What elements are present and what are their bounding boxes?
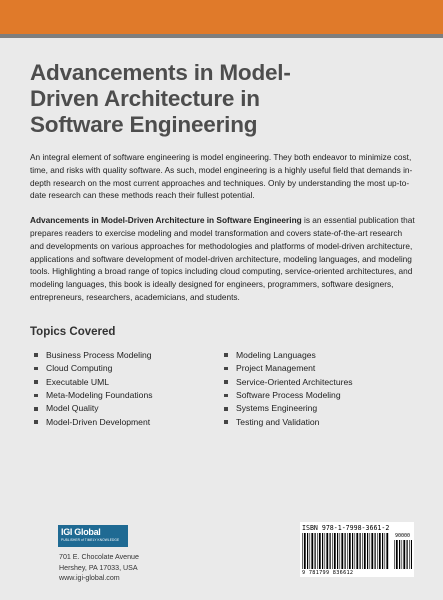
bullet-icon bbox=[34, 407, 38, 411]
bullet-icon bbox=[224, 420, 228, 424]
topic-item bbox=[224, 376, 353, 389]
topic-item bbox=[34, 376, 224, 389]
topic-item bbox=[224, 389, 353, 402]
description-book-title: Advancements in Model-Driven Architecture in Software Engineering bbox=[30, 215, 302, 226]
topic-label: Model Quality bbox=[46, 403, 99, 414]
intro-paragraph: An integral element of software engineering is model engineering. They both endeavor to minimize cost, time, and risks with quality software. As such, model engineering is a highly useful field that demands in-depth research on the most current approaches and techniques. Only by understanding the most up-to-date research can these methods reach their fullest potential. bbox=[30, 152, 413, 201]
topic-label: Business Process Modeling bbox=[46, 349, 152, 360]
topic-item bbox=[224, 362, 353, 375]
isbn-barcode bbox=[300, 522, 414, 577]
price-barcode-icon bbox=[394, 540, 412, 569]
topic-label: Service-Oriented Architectures bbox=[236, 376, 353, 387]
topic-item bbox=[34, 402, 224, 415]
topics-column-right bbox=[224, 349, 353, 429]
isbn-text: ISBN 978-1-7998-3661-2 bbox=[302, 524, 390, 532]
topic-item bbox=[34, 416, 224, 429]
topic-label: Meta-Modeling Foundations bbox=[46, 389, 153, 400]
bullet-icon bbox=[224, 394, 228, 398]
bullet-icon bbox=[224, 353, 228, 357]
topic-item bbox=[34, 362, 224, 375]
back-cover-content bbox=[30, 60, 415, 429]
bullet-icon bbox=[34, 394, 38, 398]
bullet-icon bbox=[34, 420, 38, 424]
bullet-icon bbox=[224, 367, 228, 371]
topic-label: Project Management bbox=[236, 363, 316, 374]
topic-label: Systems Engineering bbox=[236, 403, 318, 414]
topic-label: Cloud Computing bbox=[46, 363, 113, 374]
logo-tagline: PUBLISHER of TIMELY KNOWLEDGE bbox=[61, 538, 120, 542]
publisher-address bbox=[59, 552, 139, 584]
description-paragraph bbox=[30, 214, 415, 304]
price-code: 90000 bbox=[395, 533, 411, 539]
topic-item bbox=[34, 349, 224, 362]
top-band-divider bbox=[0, 34, 443, 38]
publisher-website: www.igi-global.com bbox=[59, 574, 120, 582]
topic-label: Executable UML bbox=[46, 376, 110, 387]
address-line-1: 701 E. Chocolate Avenue bbox=[59, 553, 139, 561]
address-line-2: Hershey, PA 17033, USA bbox=[59, 563, 138, 572]
topic-item bbox=[224, 402, 353, 415]
bullet-icon bbox=[34, 380, 38, 384]
topic-label: Software Process Modeling bbox=[236, 389, 341, 400]
topic-item bbox=[224, 416, 353, 429]
barcode-icon bbox=[302, 533, 390, 569]
barcode-digits: 9 781799 836612 bbox=[302, 570, 354, 576]
topic-item bbox=[34, 389, 224, 402]
igi-global-logo bbox=[58, 525, 128, 547]
topic-item bbox=[224, 349, 353, 362]
topics-heading: Topics Covered bbox=[30, 325, 116, 338]
logo-name: IGI Global bbox=[61, 527, 101, 537]
bullet-icon bbox=[224, 380, 228, 384]
topic-label: Model-Driven Development bbox=[46, 416, 151, 427]
topic-label: Modeling Languages bbox=[236, 349, 316, 360]
bullet-icon bbox=[224, 407, 228, 411]
topic-label: Testing and Validation bbox=[236, 416, 320, 427]
top-color-band bbox=[0, 0, 443, 34]
bullet-icon bbox=[34, 353, 38, 357]
bullet-icon bbox=[34, 367, 38, 371]
description-text: is an essential publication that prepares readers to exercise modeling and model transformation and covers state-of-the-art research and developments on various approaches for methodologies and platforms of model-driven architecture, applications and software development of model-driven architecture, modeling languages, and modeling tools. Highlighting a broad range of topics including cloud computing, service-oriented architectures, and modeling languages, this book is ideally designed for engineers, programmers, software designers, entrepreneurs, researchers, academicians, and students. bbox=[30, 215, 415, 302]
topics-list bbox=[30, 349, 415, 429]
topics-column-left bbox=[30, 349, 224, 429]
book-title: Advancements in Model-Driven Architecture in Software Engineering bbox=[30, 60, 291, 137]
